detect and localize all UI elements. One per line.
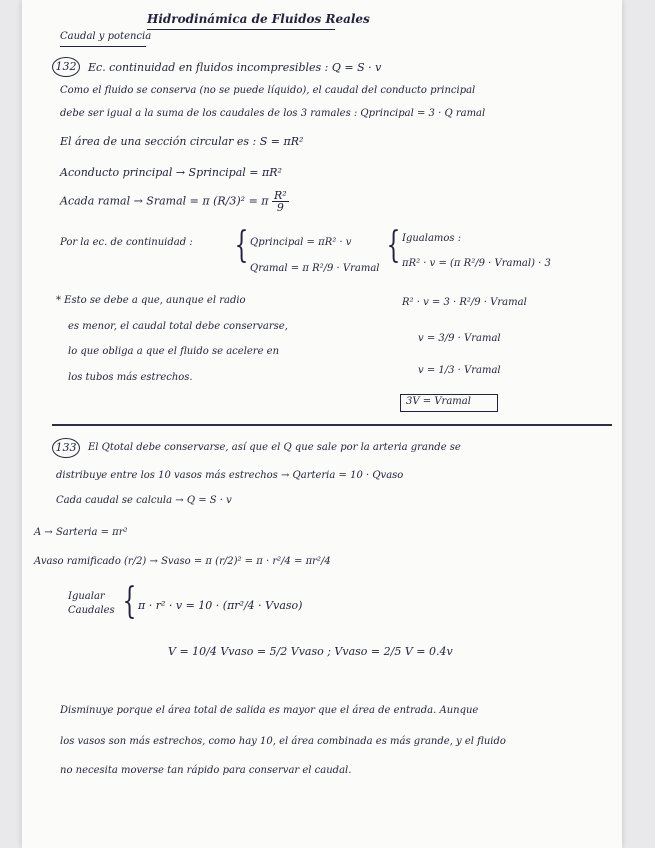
conclusion-line-1: Disminuye porque el área total de salida es mayor que el área de entrada. Aunque	[60, 705, 479, 716]
separator-line	[52, 424, 612, 426]
title-underline	[147, 29, 335, 30]
p132-line-1: Ec. continuidad en fluidos incompresibles : Q = S · v	[88, 61, 382, 74]
p133-line-4: A → Sarteria = πr²	[34, 527, 128, 538]
igualamos-equation-3: v = 3/9 · Vramal	[418, 333, 501, 344]
conclusion-line-3: no necesita moverse tan rápido para conservar el caudal.	[60, 765, 352, 776]
result-velocity: V = 10/4 Vvaso = 5/2 Vvaso ; Vvaso = 2/5 V = 0.4v	[168, 645, 453, 658]
igualamos-equation-4: v = 1/3 · Vramal	[418, 365, 501, 376]
note-line-4: los tubos más estrechos.	[68, 372, 193, 383]
p132-line-4: El área de una sección circular es : S = πR²	[60, 135, 304, 148]
continuity-label: Por la ec. de continuidad :	[60, 237, 193, 248]
p133-line-1: El Qtotal debe conservarse, así que el Q que sale por la arteria grande se	[88, 442, 461, 453]
boxed-result: 3V = Vramal	[406, 396, 471, 407]
igualamos-label: Igualamos :	[402, 233, 462, 244]
notebook-page	[22, 0, 622, 848]
right-brace: {	[386, 225, 401, 266]
page-title: Hidrodinámica de Fluidos Reales	[147, 12, 370, 26]
igualar-label-1: Igualar	[68, 591, 105, 602]
p132-line-2: Como el fluido se conserva (no se puede líquido), el caudal del conducto principal	[60, 85, 476, 96]
fraction-denominator: 9	[276, 201, 284, 214]
fraction-r2-over-9	[272, 190, 289, 213]
p133-line-5: Avaso ramificado (r/2) → Svaso = π (r/2)² = π · r²/4 = πr²/4	[34, 556, 331, 567]
problem-number-133: 133	[52, 438, 80, 458]
p132-line-3: debe ser igual a la suma de los caudales de los 3 ramales : Qprincipal = 3 · Q ramal	[60, 108, 486, 119]
p132-line-6-text: Acada ramal → Sramal = π (R/3)² = π	[60, 194, 269, 208]
note-line-2: es menor, el caudal total debe conservarse,	[68, 321, 288, 332]
p133-line-3: Cada caudal se calcula → Q = S · v	[56, 495, 232, 506]
igualamos-equation-1: πR² · v = (π R²/9 · Vramal) · 3	[402, 258, 551, 269]
problem-number-132: 132	[52, 57, 80, 77]
conclusion-line-2: los vasos son más estrechos, como hay 10, el área combinada es más grande, y el fluido	[60, 736, 506, 747]
p132-line-6	[60, 190, 289, 213]
q-ramal-equation: Qramal = π R²/9 · Vramal	[250, 263, 380, 274]
igualar-brace: {	[122, 581, 137, 622]
note-line-3: lo que obliga a que el fluido se acelere en	[68, 346, 280, 357]
fraction-numerator: R²	[274, 189, 287, 202]
note-line-1: * Esto se debe a que, aunque el radio	[56, 295, 246, 306]
p133-line-2: distribuye entre los 10 vasos más estrechos → Qarteria = 10 · Qvaso	[56, 470, 404, 481]
p132-line-5: Aconducto principal → Sprincipal = πR²	[60, 166, 282, 179]
igualar-equation: π · r² · v = 10 · (πr²/4 · Vvaso)	[138, 599, 303, 612]
section-heading: Caudal y potencia	[60, 31, 152, 42]
q-principal-equation: Qprincipal = πR² · v	[250, 237, 352, 248]
section-underline	[60, 46, 146, 47]
left-brace: {	[234, 225, 249, 266]
igualamos-equation-2: R² · v = 3 · R²/9 · Vramal	[402, 297, 527, 308]
igualar-label-2: Caudales	[68, 605, 115, 616]
